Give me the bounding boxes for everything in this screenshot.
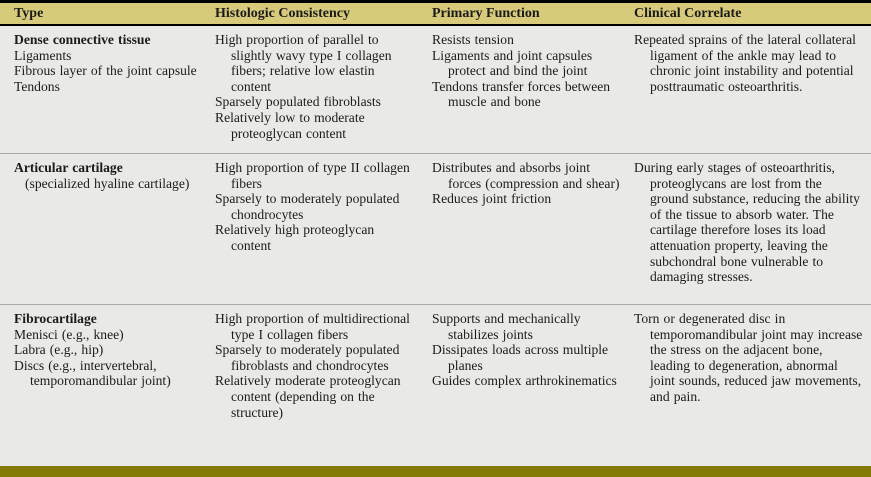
cell-line: Menisci (e.g., knee) [14,326,124,342]
cell-line: Ligaments [14,47,72,63]
type-items [14,176,201,192]
cell-line: Sparsely to moderately populated chondrocytes [215,191,400,222]
cell-line: Supports and mechanically stabilizes joints [432,311,581,342]
cell-line: During early stages of osteoarthritis, proteoglycans are lost from the ground substance, reducing the ability of the tissue to absorb water. The cartilage therefore loses its load attenuation property, leaving the subchondral bone vulnerable to damaging stresses. [634,160,860,285]
header-cell-primary-function: Primary Function [432,5,540,21]
row-title: Articular cartilage [14,160,123,175]
cell-type [0,26,205,153]
row-title: Fibrocartilage [14,311,97,326]
cell-line: Torn or degenerated disc in temporomandibular joint may increase the stress on the adjacent bone, leading to degeneration, abnormal joint sounds, reduced jaw movements, and pain. [634,311,863,404]
cell-line: Repeated sprains of the lateral collateral ligament of the ankle may lead to chronic joint instability and potential posttraumatic osteoarthritis. [634,32,856,94]
cell-line: High proportion of type II collagen fibers [215,160,410,191]
cell-line: Resists tension [432,32,514,47]
cell-line: High proportion of parallel to slightly wavy type I collagen fibers; relative low elastin content [215,32,392,94]
cell-line: Relatively high proteoglycan content [215,222,375,253]
cell-line: (specialized hyaline cartilage) [25,175,190,191]
cell-primary-function [424,154,628,304]
cell-line: Relatively moderate proteoglycan content (depending on the structure) [215,373,401,420]
cell-line: High proportion of multidirectional type I collagen fibers [215,311,410,342]
cell-clinical-correlate [628,26,871,153]
cell-line: Labra (e.g., hip) [14,342,104,358]
cell-primary-function [424,305,628,466]
bottom-bar [0,466,871,477]
type-items [14,327,201,389]
cell-line: Relatively low to moderate proteoglycan content [215,109,365,141]
table-row [0,305,871,466]
table-body [0,26,871,466]
cell-histologic-consistency [205,26,424,153]
type-items [14,48,201,95]
cell-line: Dissipates loads across multiple planes [432,342,609,373]
cell-line: Reduces joint friction [432,191,552,207]
header-cell-type: Type [14,5,44,21]
cell-type [0,154,205,304]
cell-line: Fibrous layer of the joint capsule [14,63,197,79]
cell-histologic-consistency [205,154,424,304]
cell-primary-function [424,26,628,153]
header-cell-histologic-consistency: Histologic Consistency [215,5,350,21]
row-title: Dense connective tissue [14,32,151,47]
cell-line: Discs (e.g., intervertebral, temporomandibular joint) [14,357,171,389]
cell-line: Sparsely to moderately populated fibroblasts and chondrocytes [215,342,400,373]
cell-line: Tendons transfer forces between muscle and bone [432,78,611,110]
cell-type [0,305,205,466]
cell-histologic-consistency [205,305,424,466]
cell-line: Distributes and absorbs joint forces (compression and shear) [432,160,620,191]
table-row [0,26,871,154]
table-header-row [0,3,871,26]
header-cell-clinical-correlate: Clinical Correlate [634,5,742,21]
table-row [0,154,871,305]
cell-line: Sparsely populated fibroblasts [215,94,381,110]
cell-clinical-correlate [628,305,871,466]
cell-clinical-correlate [628,154,871,304]
cell-line: Guides complex arthrokinematics [432,373,617,389]
cell-line: Tendons [14,78,60,94]
cell-line: Ligaments and joint capsules protect and bind the joint [432,47,593,79]
